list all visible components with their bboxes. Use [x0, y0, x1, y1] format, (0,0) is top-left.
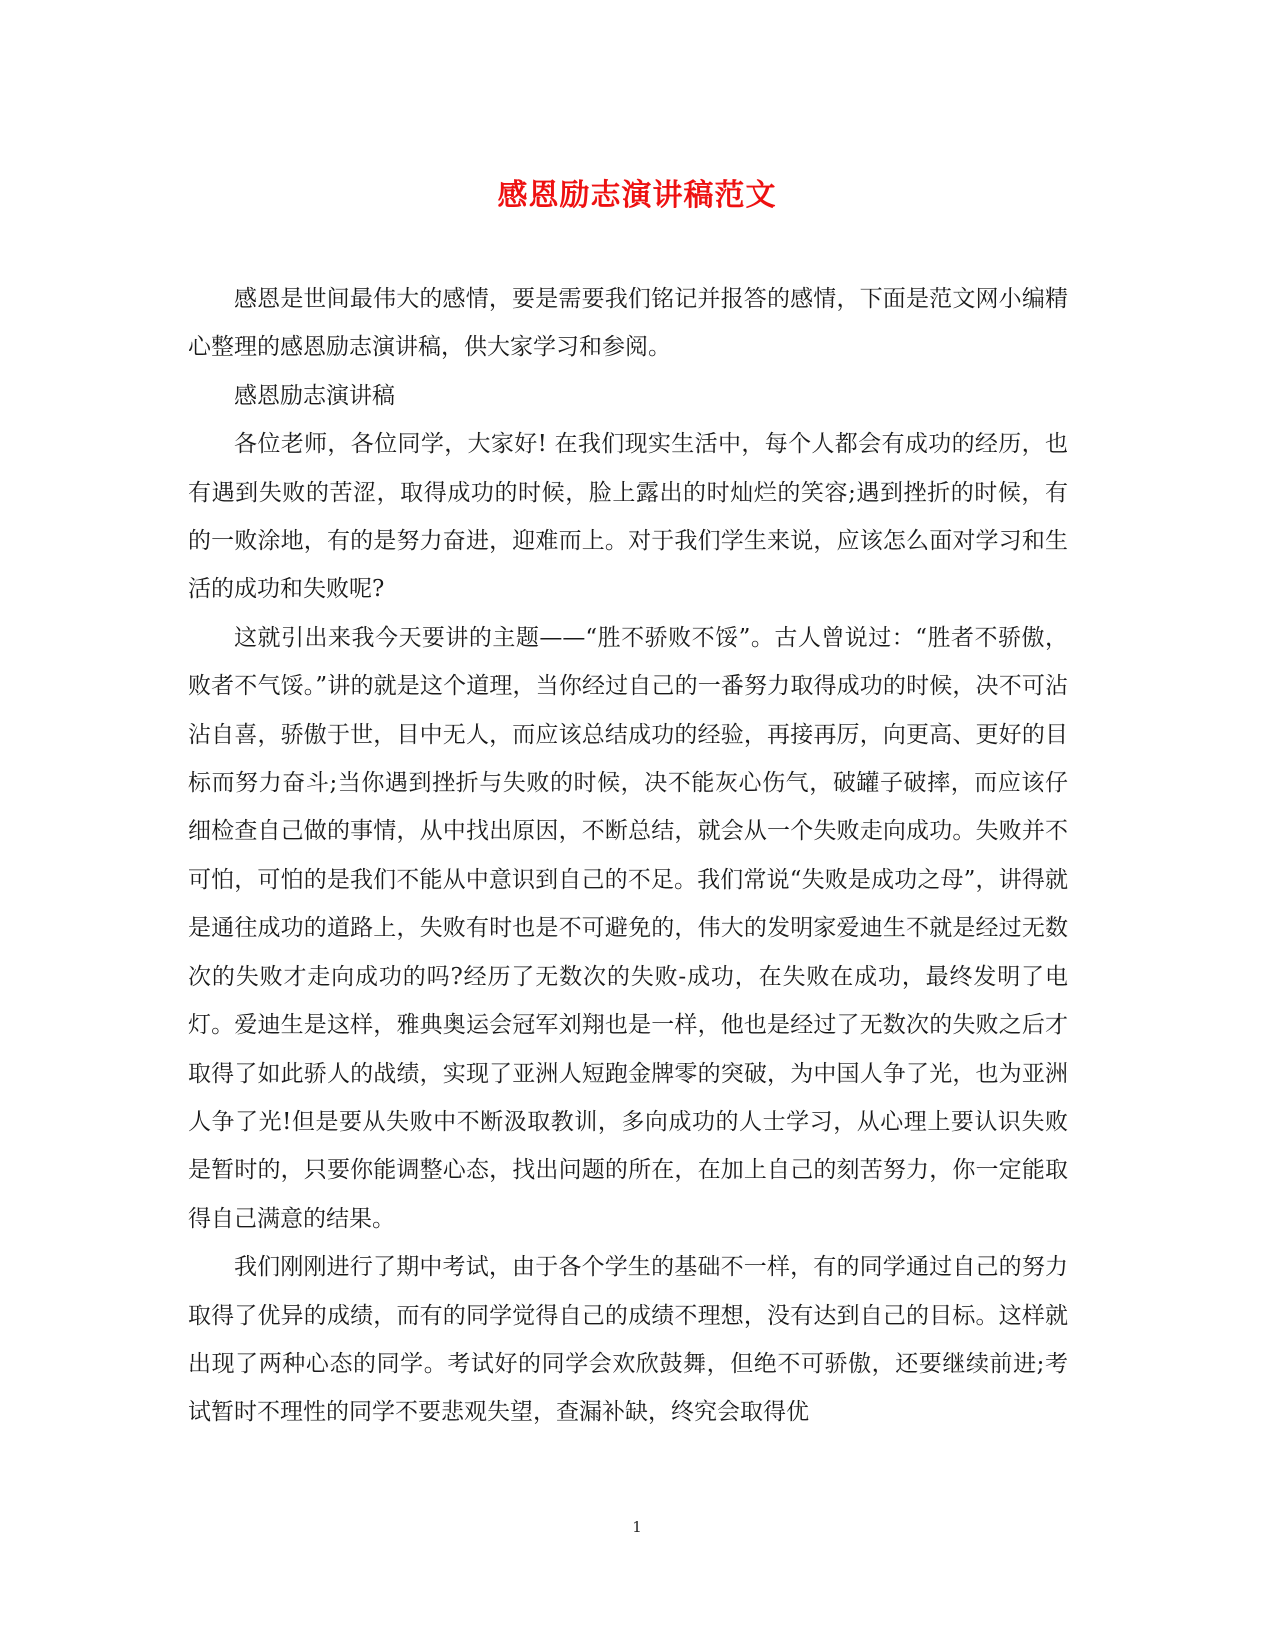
paragraph-main-theme: 这就引出来我今天要讲的主题——“胜不骄败不馁”。古人曾说过：“胜者不骄傲，败者不气馁。”讲的就是这个道理，当你经过自己的一番努力取得成功的时候，决不可沾沾自喜，骄傲于世，目中无人，而应该总结成功的经验，再接再厉，向更高、更好的目标而努力奋斗;当你遇到挫折与失败的时候，决不能灰心伤气，破罐子破摔，而应该仔细检查自己做的事情，从中找出原因，不断总结，就会从一个失败走向成功。失败并不可怕，可怕的是我们不能从中意识到自己的不足。我们常说“失败是成功之母”，讲得就是通往成功的道路上，失败有时也是不可避免的，伟大的发明家爱迪生不就是经过无数次的失败才走向成功的吗?经历了无数次的失败-成功，在失败在成功，最终发明了电灯。爱迪生是这样，雅典奥运会冠军刘翔也是一样，他也是经过了无数次的失败之后才取得了如此骄人的战绩，实现了亚洲人短跑金牌零的突破，为中国人争了光，也为亚洲人争了光!但是要从失败中不断汲取教训，多向成功的人士学习，从心理上要认识失败是暂时的，只要你能调整心态，找出问题的所在，在加上自己的刻苦努力，你一定能取得自己满意的结果。	[188, 624, 1068, 1232]
paragraph-subtitle: 感恩励志演讲稿	[234, 382, 395, 409]
paragraph-intro: 感恩是世间最伟大的感情，要是需要我们铭记并报答的感情，下面是范文网小编精心整理的感恩励志演讲稿，供大家学习和参阅。	[188, 286, 1068, 361]
document-body	[188, 275, 1068, 1437]
paragraph-greeting: 各位老师，各位同学，大家好! 在我们现实生活中，每个人都会有成功的经历，也有遇到失败的苦涩，取得成功的时候，脸上露出的时灿烂的笑容;遇到挫折的时候，有的一败涂地，有的是努力奋进，迎难而上。对于我们学生来说，应该怎么面对学习和生活的成功和失败呢?	[188, 431, 1068, 603]
page-number: 1	[632, 1518, 642, 1536]
document-title: 感恩励志演讲稿范文	[497, 178, 777, 213]
paragraph-exam: 我们刚刚进行了期中考试，由于各个学生的基础不一样，有的同学通过自己的努力取得了优异的成绩，而有的同学觉得自己的成绩不理想，没有达到自己的目标。这样就出现了两种心态的同学。考试好的同学会欢欣鼓舞，但绝不可骄傲，还要继续前进;考试暂时不理性的同学不要悲观失望，查漏补缺，终究会取得优	[188, 1254, 1068, 1426]
